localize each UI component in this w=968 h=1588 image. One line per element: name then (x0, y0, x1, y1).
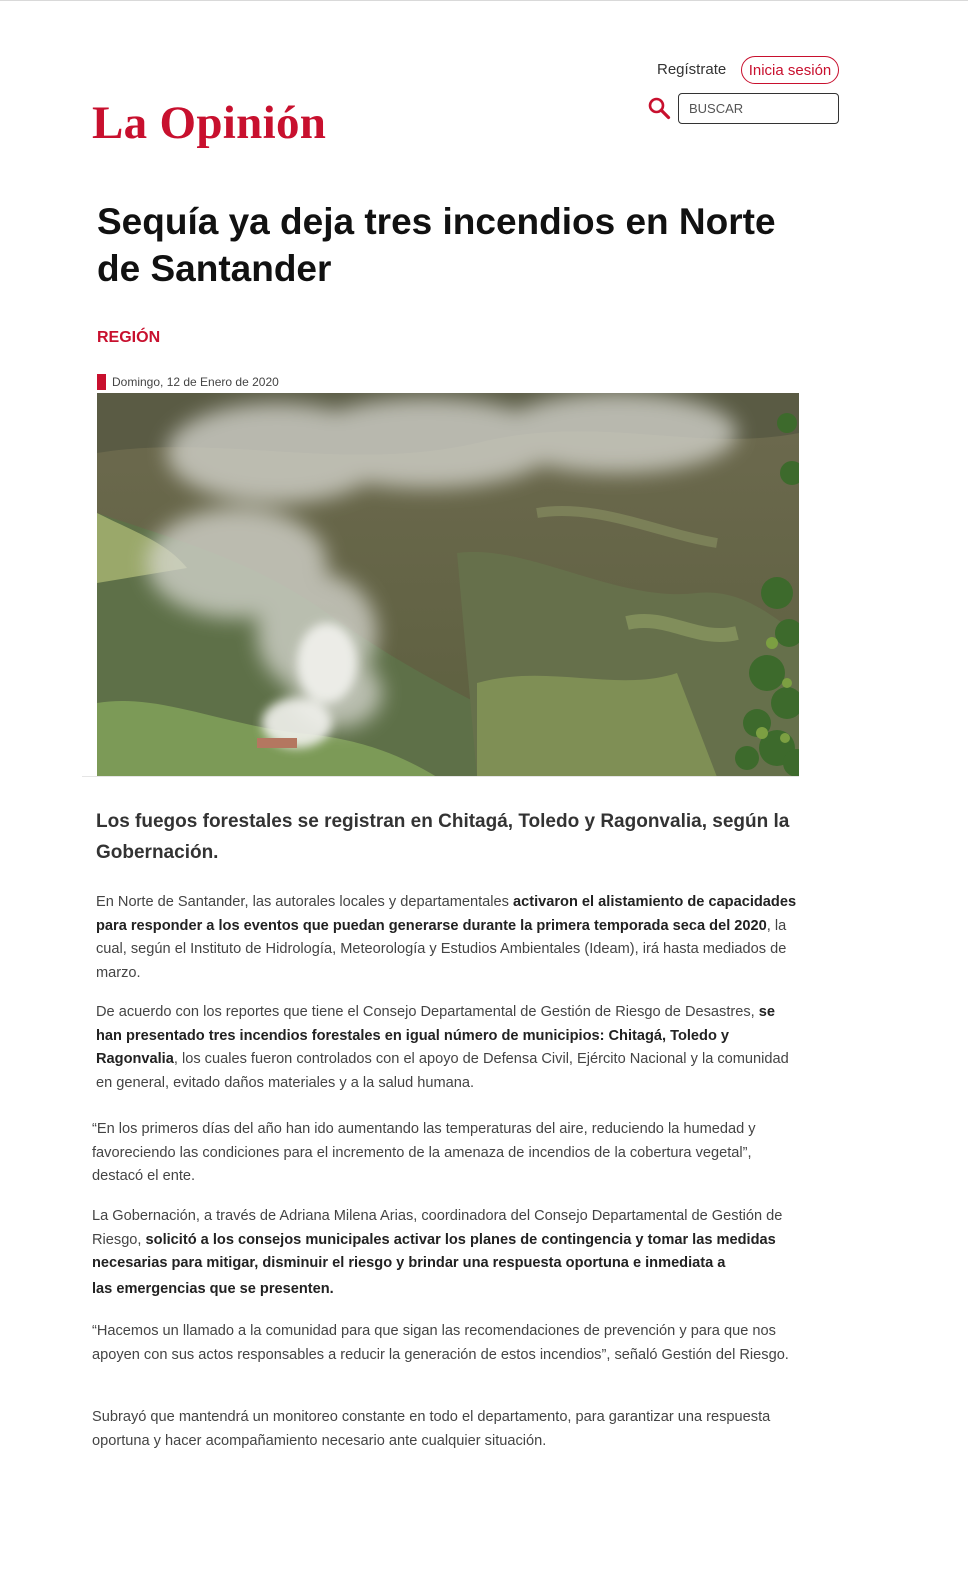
photo-divider (82, 776, 799, 777)
date-marker (97, 374, 106, 390)
article-paragraph: Subrayó que mantendrá un monitoreo constante en todo el departamento, para garantizar una respuesta oportuna y hacer acompañamiento necesario ante cualquier situación. (92, 1409, 771, 1449)
article-paragraph (96, 891, 801, 985)
paragraph-text: , los cuales fueron controlados con el apoyo de Defensa Civil, Ejército Nacional y la comunidad en general, evitado daños materiales y a la salud humana. (96, 1051, 789, 1091)
article-photo (97, 393, 799, 777)
paragraph-text: En Norte de Santander, las autorales locales y departamentales (96, 894, 513, 910)
section-label[interactable]: REGIÓN (97, 329, 161, 346)
article-lead: Los fuegos forestales se registran en Chitagá, Toledo y Ragonvalia, según la Gobernación. (96, 811, 790, 863)
search-input[interactable] (678, 93, 839, 124)
register-link[interactable]: Regístrate (657, 61, 727, 78)
paragraph-bold-text: activaron el alistamiento de capacidades para responder a los eventos que puedan generarse durante la primera temporada seca del 2020 (96, 894, 797, 934)
article-quote: “En los primeros días del año han ido aumentando las temperaturas del aire, reduciendo la humedad y favoreciendo las condiciones para el incremento de la amenaza de incendios de la cobertura vegetal”, destacó el ente. (92, 1121, 756, 1184)
search-icon[interactable] (647, 96, 671, 120)
paragraph-bold-text: se han presentado tres incendios forestales en igual número de municipios: Chitagá, Toledo y Ragonvalia (96, 1004, 776, 1067)
article-headline: Sequía ya deja tres incendios en Norte de Santander (97, 201, 776, 289)
paragraph-bold-text: solicitó a los consejos municipales activar los planes de contingencia y tomar las medidas necesarias para mitigar, disminuir el riesgo y brindar una respuesta oportuna e inmediata a (92, 1231, 776, 1271)
paragraph-text: La Gobernación, a través de Adriana Milena Arias, coordinadora del Consejo Departamental de Gestión de Riesgo, (92, 1208, 783, 1248)
login-button[interactable]: Inicia sesión (741, 56, 839, 84)
paragraph-bold-text: las emergencias que se presenten. (92, 1280, 334, 1297)
paragraph-text: , la cual, según el Instituto de Hidrología, Meteorología y Estudios Ambientales (Ideam), irá hasta mediados de marzo. (96, 917, 787, 981)
site-logo[interactable]: La Opinión (92, 97, 327, 149)
article-quote: “Hacemos un llamado a la comunidad para que sigan las recomendaciones de prevención y para que nos apoyen con sus actos responsables a reducir la generación de estos incendios”, señaló Gestión del Riesgo. (92, 1323, 789, 1363)
paragraph-text: De acuerdo con los reportes que tiene el Consejo Departamental de Gestión de Riesgo de Desastres, (96, 1004, 759, 1020)
article-paragraph (92, 1205, 797, 1303)
article-date: Domingo, 12 de Enero de 2020 (112, 375, 279, 389)
article-paragraph (96, 1001, 801, 1095)
top-divider (0, 0, 968, 1)
